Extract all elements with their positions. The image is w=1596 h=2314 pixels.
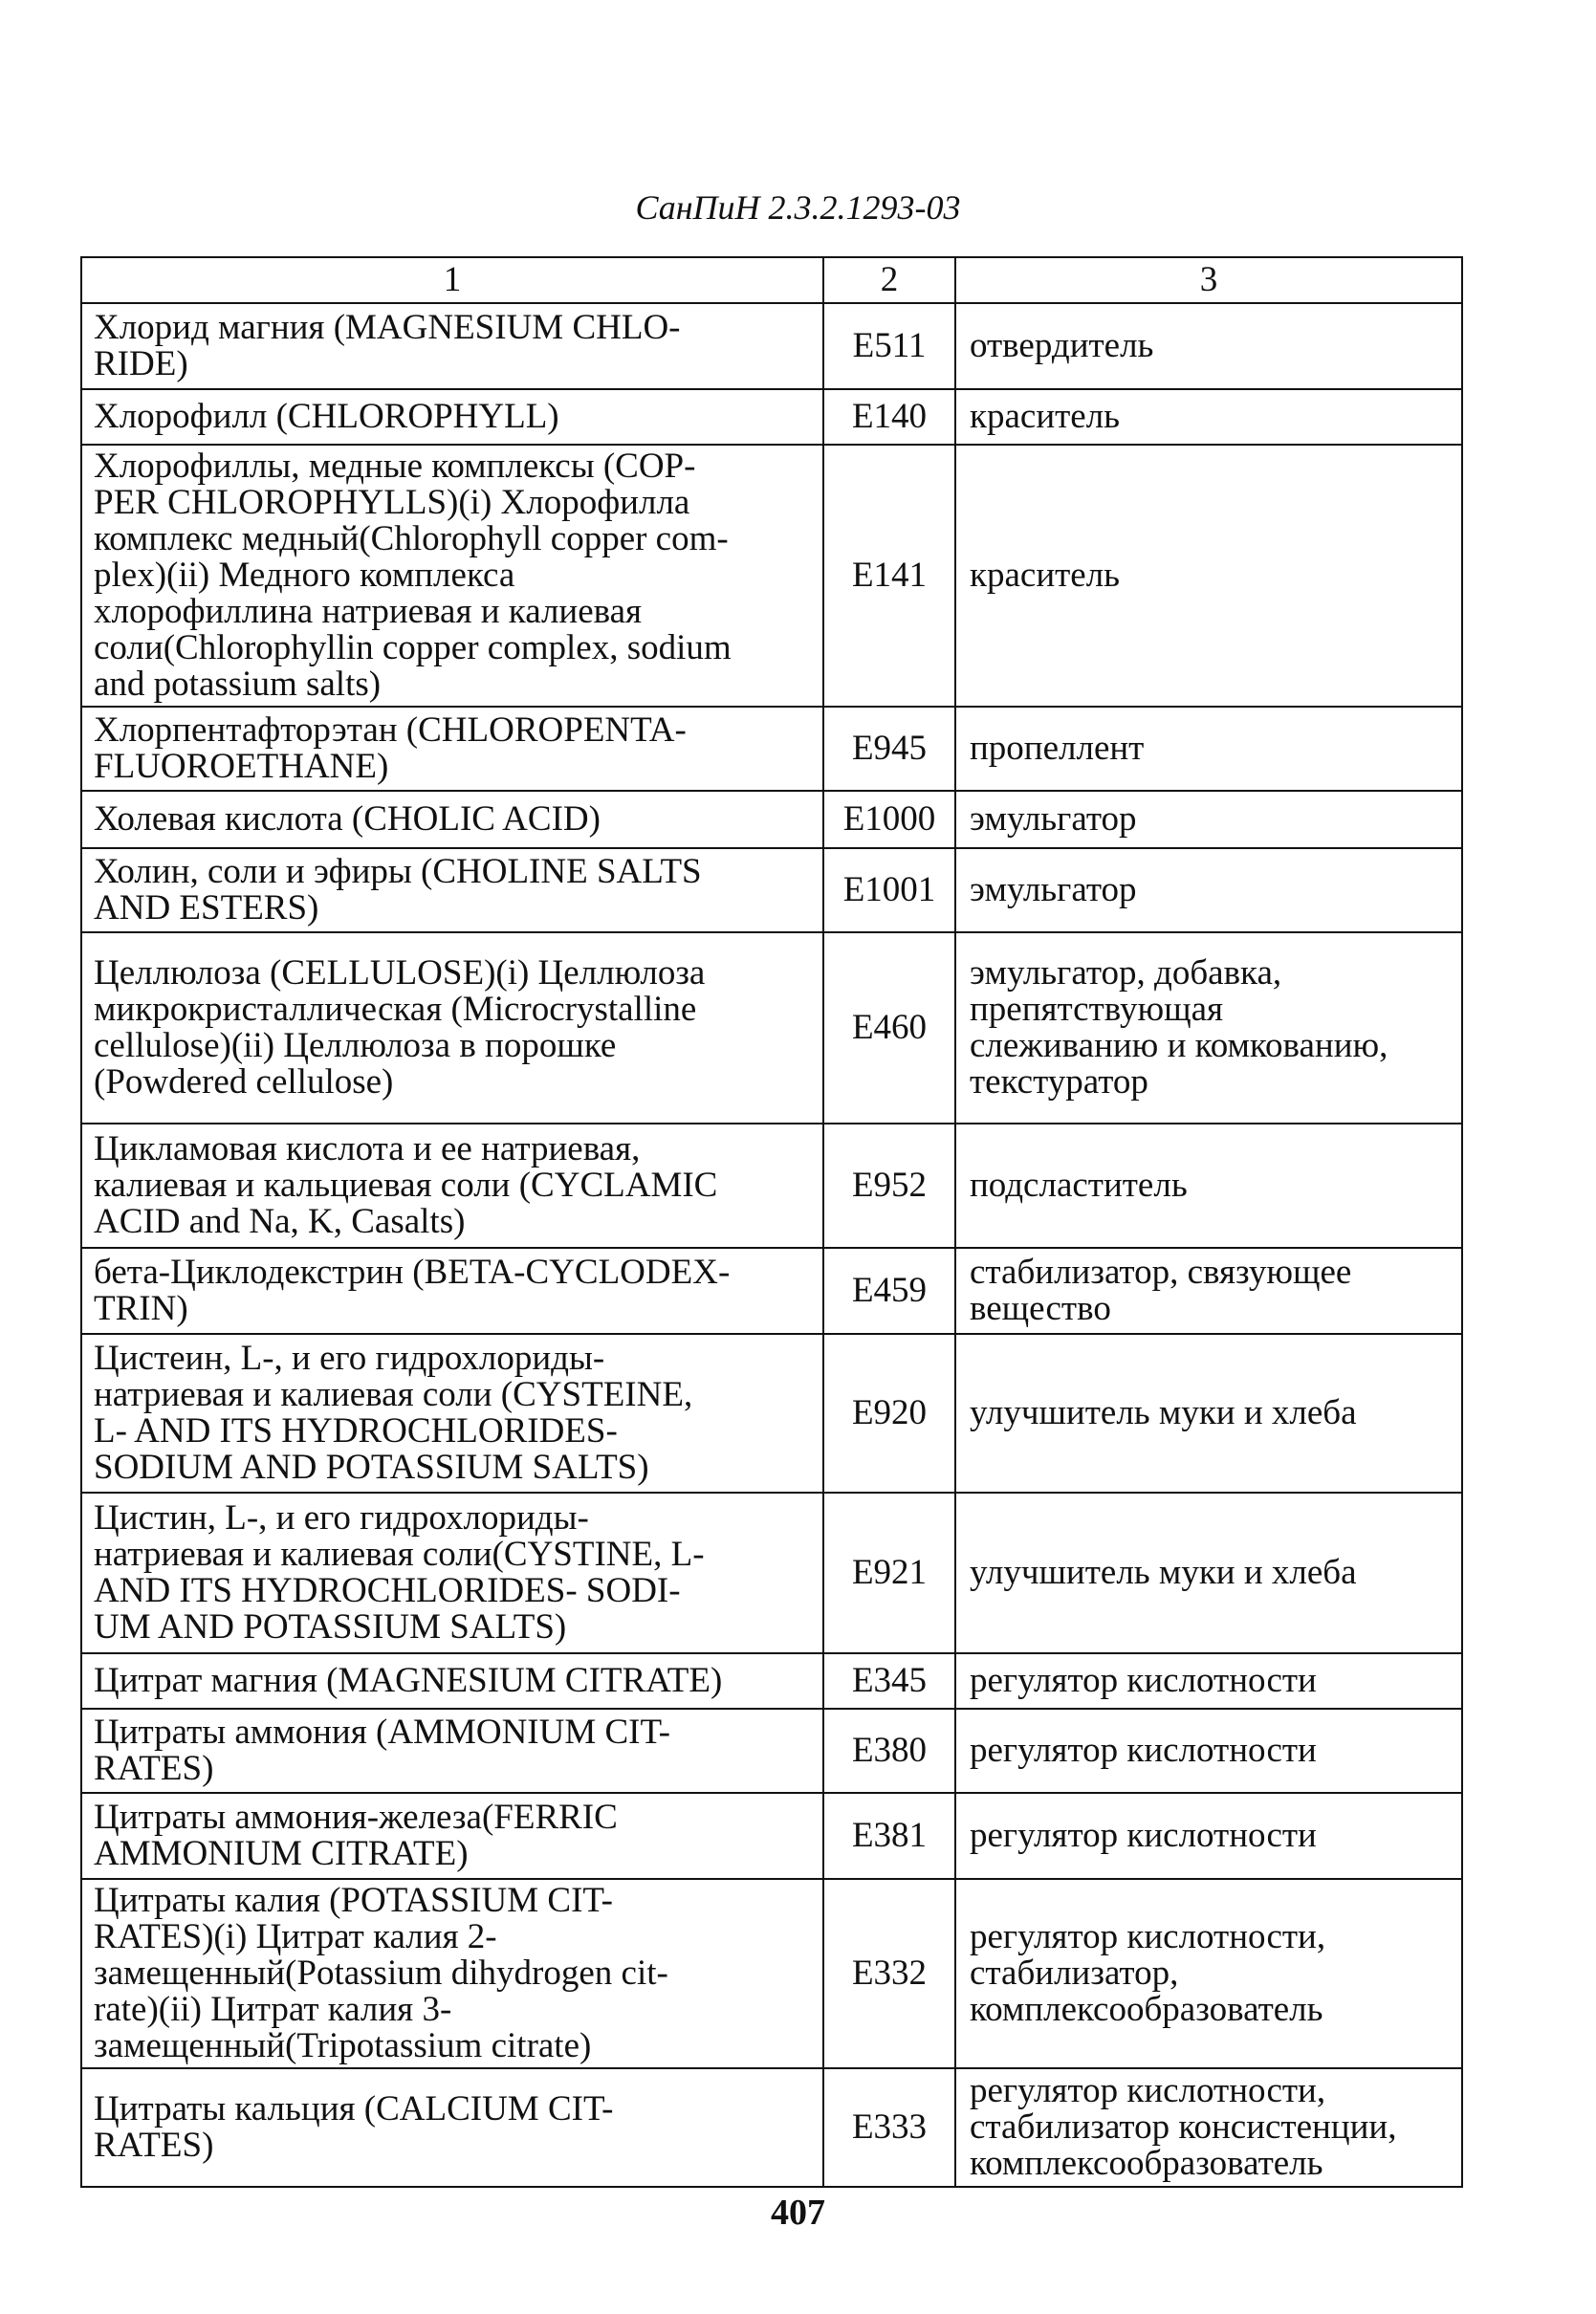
- table-row: [81, 848, 1462, 932]
- additive-name: Цитраты аммония (AMMONIUM CIT- RATES): [81, 1709, 823, 1793]
- additive-name: Цитраты кальция (CALCIUM CIT- RATES): [81, 2068, 823, 2187]
- additives-table: [80, 256, 1463, 2188]
- additive-function: улучшитель муки и хлеба: [955, 1493, 1462, 1653]
- table-row: [81, 389, 1462, 445]
- column-header-2: 2: [823, 257, 955, 303]
- additive-name: бета-Циклодекстрин (BETA-CYCLODEX- TRIN): [81, 1248, 823, 1334]
- additive-function: регулятор кислотности: [955, 1709, 1462, 1793]
- additive-code: E945: [823, 707, 955, 791]
- table-row: [81, 2068, 1462, 2187]
- additive-code: E1000: [823, 791, 955, 848]
- additive-function: подсластитель: [955, 1124, 1462, 1248]
- additive-name: Цитраты аммония-железа(FERRIC AMMONIUM CITRATE): [81, 1793, 823, 1879]
- additive-code: E381: [823, 1793, 955, 1879]
- additive-function: регулятор кислотности, стабилизатор консистенции, комплексообразователь: [955, 2068, 1462, 2187]
- additive-function: регулятор кислотности: [955, 1653, 1462, 1709]
- additive-name: Цитрат магния (MAGNESIUM CITRATE): [81, 1653, 823, 1709]
- additive-function: эмульгатор, добавка, препятствующая слеживанию и комкованию, текстуратор: [955, 932, 1462, 1124]
- additive-code: E952: [823, 1124, 955, 1248]
- additive-name: Хлорофилл (CHLOROPHYLL): [81, 389, 823, 445]
- additive-code: E460: [823, 932, 955, 1124]
- additive-name: Хлорпентафторэтан (CHLOROPENTA- FLUOROETHANE): [81, 707, 823, 791]
- table-row: [81, 1248, 1462, 1334]
- table-row: [81, 1493, 1462, 1653]
- additive-name: Цистеин, L-, и его гидрохлориды- натриевая и калиевая соли (CYSTEINE, L- AND ITS HYDROCHLORIDES- SODIUM AND POTASSIUM SALTS): [81, 1334, 823, 1493]
- additive-code: E333: [823, 2068, 955, 2187]
- column-header-1: 1: [81, 257, 823, 303]
- additive-function: регулятор кислотности: [955, 1793, 1462, 1879]
- additive-name: Целлюлоза (CELLULOSE)(i) Целлюлоза микрокристаллическая (Microcrystalline cellulose)(ii) Целлюлоза в порошке (Powdered cellulose): [81, 932, 823, 1124]
- additive-code: E140: [823, 389, 955, 445]
- table-row: [81, 1879, 1462, 2068]
- table-row: [81, 1793, 1462, 1879]
- table-row: [81, 445, 1462, 707]
- additive-code: E1001: [823, 848, 955, 932]
- additive-name: Холевая кислота (CHOLIC ACID): [81, 791, 823, 848]
- additive-name: Цистин, L-, и его гидрохлориды- натриевая и калиевая соли(CYSTINE, L- AND ITS HYDROCHLORIDES- SODI- UM AND POTASSIUM SALTS): [81, 1493, 823, 1653]
- column-header-3: 3: [955, 257, 1462, 303]
- additive-function: эмульгатор: [955, 848, 1462, 932]
- additive-name: Цикламовая кислота и ее натриевая, калиевая и кальциевая соли (CYCLAMIC ACID and Na, K, Casalts): [81, 1124, 823, 1248]
- table-row: [81, 707, 1462, 791]
- additive-function: краситель: [955, 389, 1462, 445]
- table-row: [81, 1334, 1462, 1493]
- table-row: [81, 1709, 1462, 1793]
- table-header-row: [81, 257, 1462, 303]
- table-row: [81, 1124, 1462, 1248]
- additive-code: E332: [823, 1879, 955, 2068]
- additive-code: E921: [823, 1493, 955, 1653]
- additive-code: E459: [823, 1248, 955, 1334]
- additive-function: эмульгатор: [955, 791, 1462, 848]
- additive-function: отвердитель: [955, 303, 1462, 389]
- additive-function: краситель: [955, 445, 1462, 707]
- additive-code: E345: [823, 1653, 955, 1709]
- additive-function: регулятор кислотности, стабилизатор, комплексообразователь: [955, 1879, 1462, 2068]
- additive-code: E141: [823, 445, 955, 707]
- additive-name: Хлорофиллы, медные комплексы (COP- PER CHLOROPHYLLS)(i) Хлорофилла комплекс медный(Chlorophyll copper com- plex)(ii) Медного комплекса хлорофиллина натриевая и калиевая соли(Chlorophyllin copper complex, sodium and potassium salts): [81, 445, 823, 707]
- additive-name: Хлорид магния (MAGNESIUM CHLO- RIDE): [81, 303, 823, 389]
- additive-function: стабилизатор, связующее вещество: [955, 1248, 1462, 1334]
- table-row: [81, 932, 1462, 1124]
- additive-name: Холин, соли и эфиры (CHOLINE SALTS AND ESTERS): [81, 848, 823, 932]
- document-title: СанПиН 2.3.2.1293-03: [635, 188, 961, 227]
- additive-code: E511: [823, 303, 955, 389]
- additive-code: E920: [823, 1334, 955, 1493]
- additive-function: улучшитель муки и хлеба: [955, 1334, 1462, 1493]
- additive-function: пропеллент: [955, 707, 1462, 791]
- table-row: [81, 791, 1462, 848]
- page-number: 407: [771, 2193, 825, 2233]
- table-row: [81, 303, 1462, 389]
- table-row: [81, 1653, 1462, 1709]
- additive-code: E380: [823, 1709, 955, 1793]
- additive-name: Цитраты калия (POTASSIUM CIT- RATES)(i) Цитрат калия 2- замещенный(Potassium dihydrogen cit- rate)(ii) Цитрат калия 3- замещенный(Tripotassium citrate): [81, 1879, 823, 2068]
